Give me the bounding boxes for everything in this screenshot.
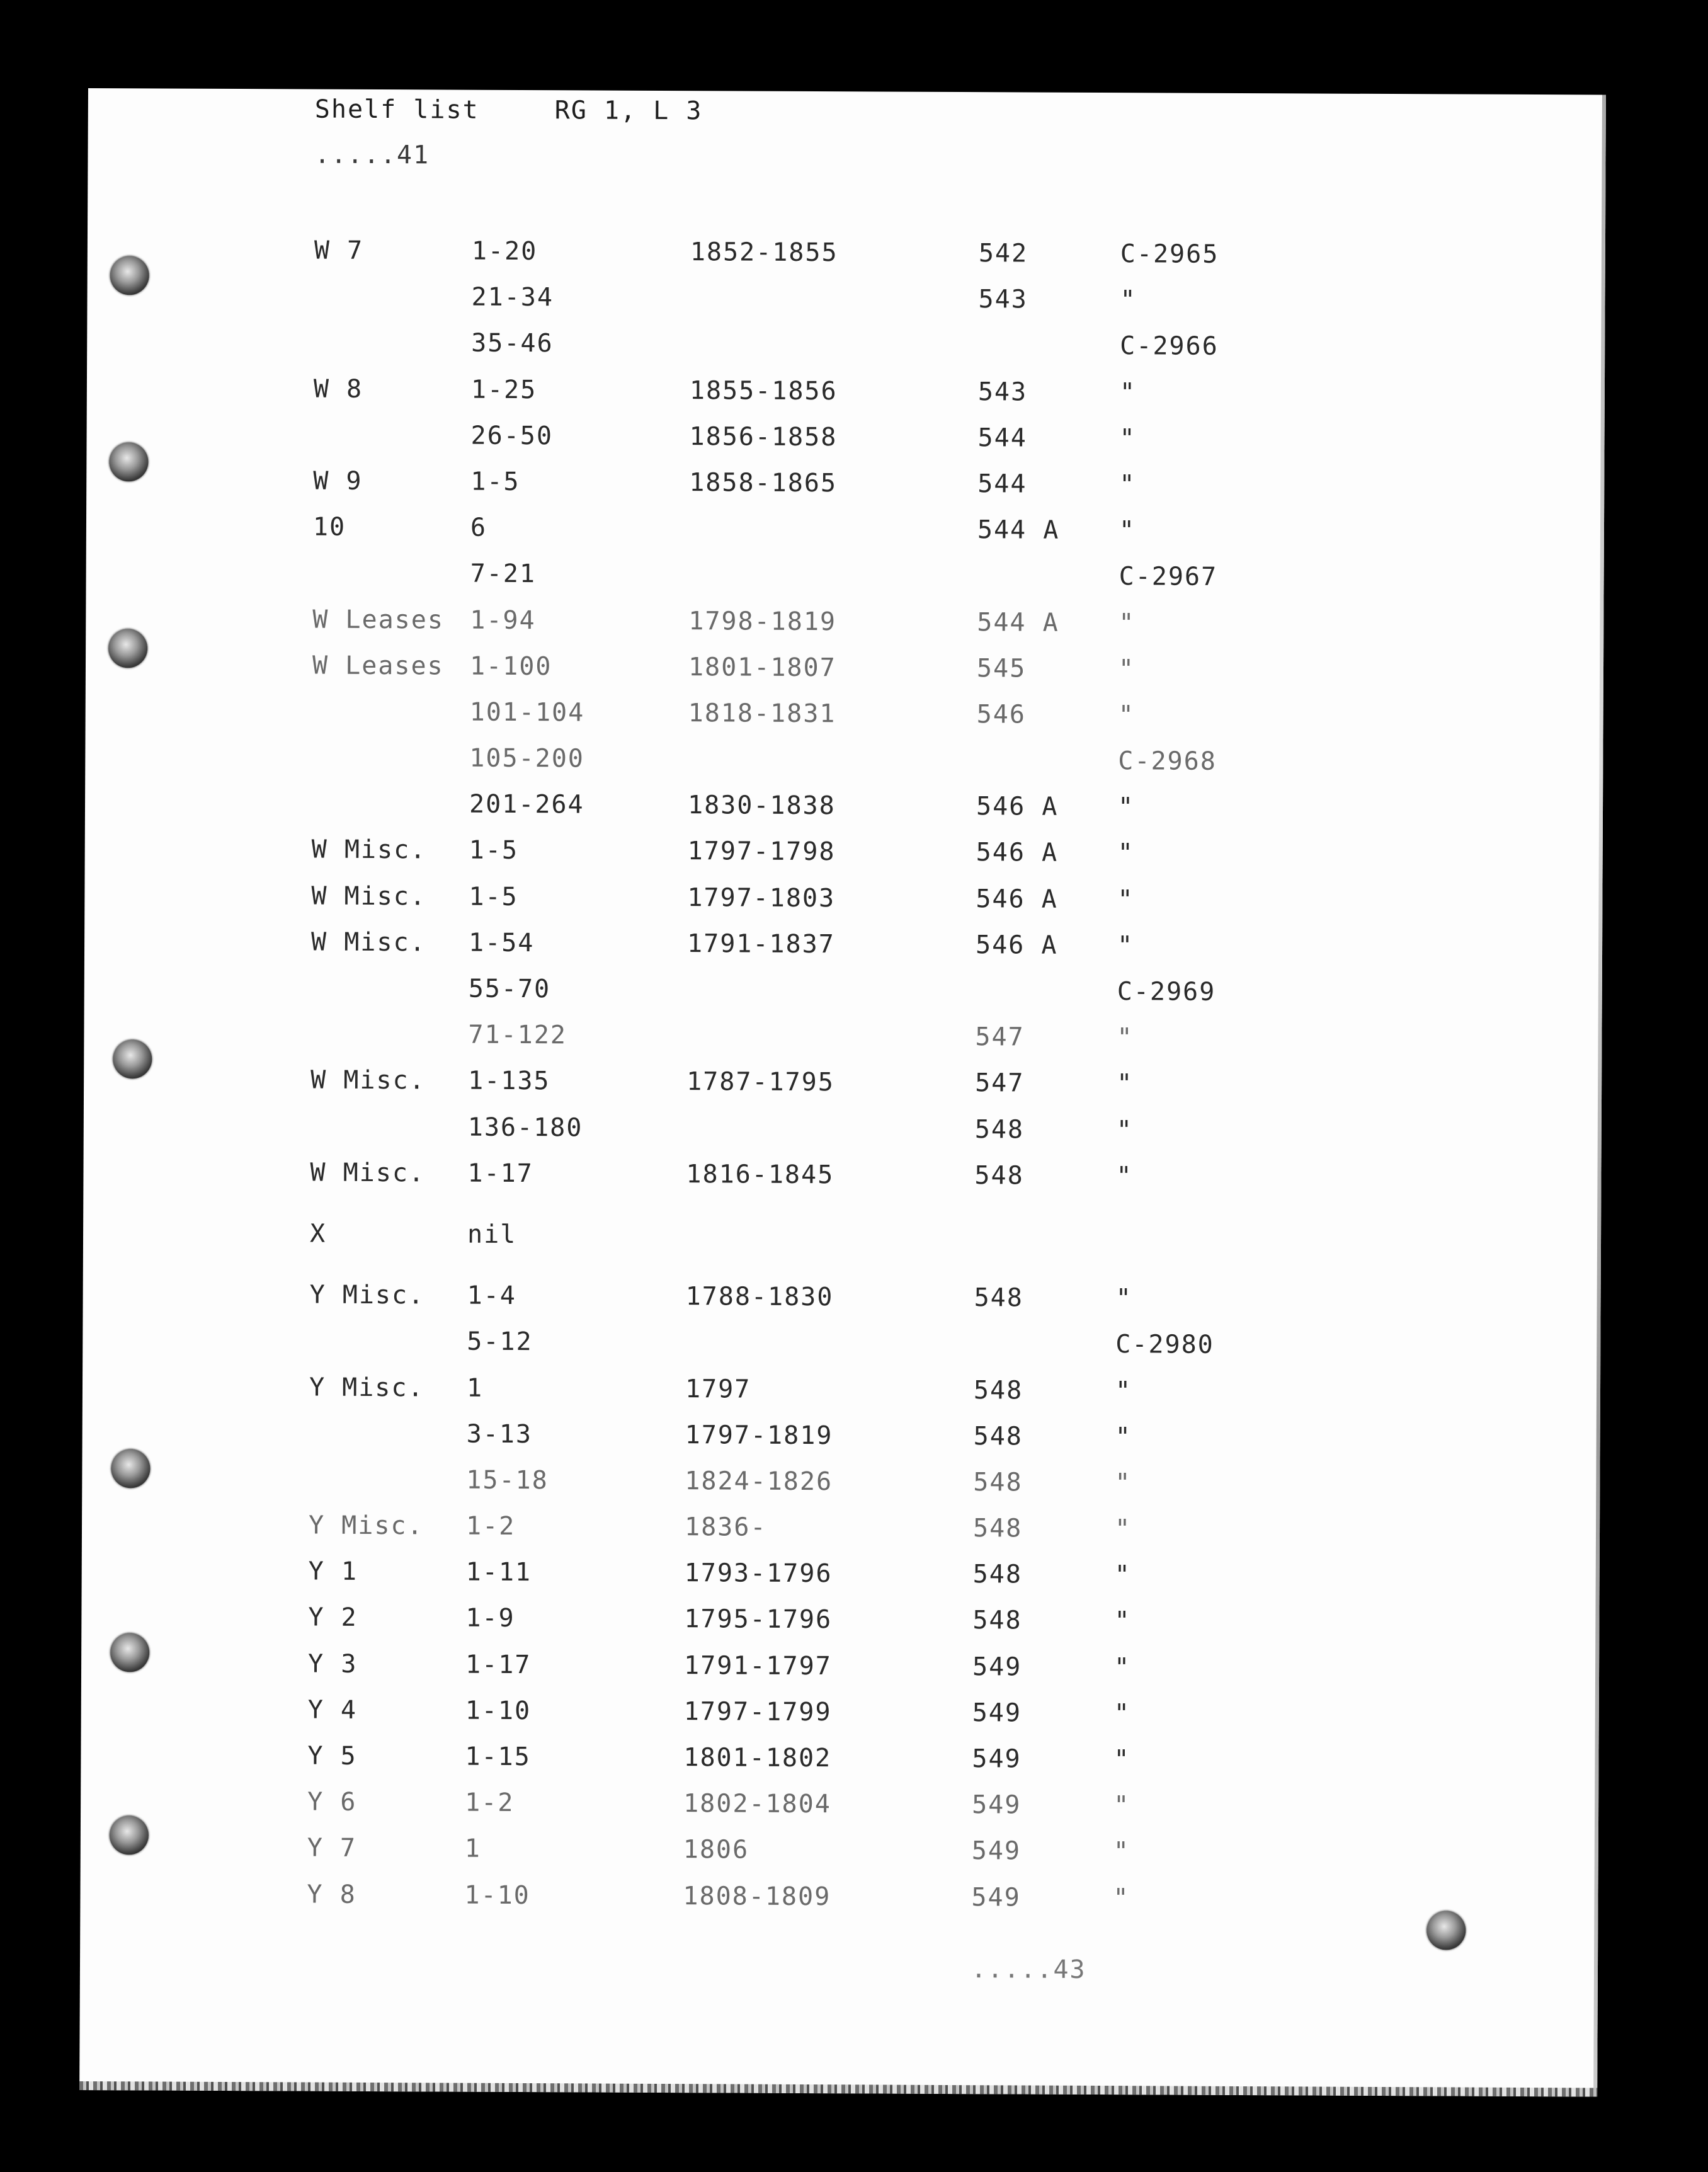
dates-cell: 1824-1826	[685, 1466, 833, 1497]
dates-cell: 1855-1856	[689, 375, 838, 406]
series-cell: Y Misc.	[309, 1280, 425, 1310]
items-cell: 1-4	[467, 1281, 516, 1311]
dates-cell: 1798-1819	[688, 606, 837, 636]
items-cell: 1-25	[470, 375, 537, 404]
series-cell: Y Misc.	[309, 1373, 424, 1402]
table-row	[312, 607, 1572, 658]
dates-cell: 1852-1855	[690, 237, 838, 268]
table-row	[314, 330, 1573, 382]
series-cell: W Misc.	[310, 927, 426, 957]
paper-edge	[1593, 94, 1606, 2096]
table-row	[309, 1375, 1569, 1426]
items-cell: 1-15	[465, 1742, 531, 1772]
punch-hole-icon	[113, 1039, 152, 1078]
dates-cell: 1797-1819	[685, 1420, 833, 1450]
reel-cell: "	[1115, 1284, 1132, 1313]
items-cell: 1-10	[464, 1880, 530, 1910]
series-cell: 10	[312, 512, 346, 542]
dates-cell: 1795-1796	[684, 1604, 833, 1635]
reel-cell: "	[1114, 1514, 1132, 1544]
items-cell: 1-135	[468, 1066, 550, 1096]
table-row	[312, 745, 1571, 797]
table-row	[308, 1559, 1568, 1611]
table-row	[309, 1466, 1568, 1518]
box-cell: 547	[975, 1068, 1025, 1098]
series-cell: Y 4	[307, 1695, 358, 1725]
reel-cell: C-2980	[1115, 1330, 1214, 1360]
items-cell: 1-17	[467, 1158, 533, 1188]
items-cell: 3-13	[466, 1419, 533, 1449]
reel-cell: "	[1120, 285, 1137, 315]
series-cell: W Misc.	[310, 1158, 426, 1188]
series-cell: Y 6	[307, 1787, 357, 1817]
dates-cell: 1793-1796	[684, 1558, 833, 1589]
items-cell: 1-11	[465, 1557, 532, 1587]
dates-cell: 1802-1804	[683, 1789, 831, 1819]
typed-sheet	[79, 88, 1606, 2096]
box-cell: 548	[974, 1114, 1025, 1145]
continued-from: .....41	[314, 140, 430, 170]
items-cell: 1-100	[469, 651, 552, 681]
reel-cell: C-2969	[1117, 977, 1216, 1007]
box-cell: 543	[978, 285, 1028, 314]
items-cell: 1-2	[465, 1788, 515, 1818]
table-row	[307, 1882, 1566, 1933]
items-cell: nil	[467, 1220, 517, 1249]
box-cell: 546 A	[975, 930, 1058, 960]
table-row	[310, 1160, 1569, 1211]
items-cell: 201-264	[469, 789, 584, 820]
punch-hole-icon	[110, 256, 149, 295]
reel-cell: "	[1115, 1468, 1132, 1498]
continued-to: .....43	[971, 1955, 1086, 1984]
reel-cell: "	[1113, 1883, 1130, 1912]
series-cell: Y 3	[307, 1649, 358, 1679]
dates-cell: 1818-1831	[688, 699, 836, 729]
box-cell: 544 A	[977, 607, 1059, 637]
dates-cell: 1797-1803	[687, 883, 836, 913]
items-cell: 26-50	[470, 421, 554, 450]
items-cell: 101-104	[469, 697, 585, 728]
series-cell: Y 1	[308, 1557, 358, 1587]
table-row	[309, 1329, 1569, 1380]
table-row	[311, 837, 1571, 889]
dates-cell: 1797	[685, 1374, 751, 1404]
record-group: RG 1, L 3	[554, 96, 703, 126]
dates-cell: 1787-1795	[686, 1067, 834, 1097]
box-cell: 549	[972, 1652, 1022, 1682]
box-cell: 544 A	[977, 515, 1060, 545]
punch-hole-icon	[108, 629, 147, 668]
box-cell: 542	[978, 239, 1028, 268]
items-cell: 1-5	[469, 836, 519, 866]
items-cell: 35-46	[471, 329, 554, 358]
table-row	[309, 1280, 1569, 1334]
table-row	[312, 653, 1572, 704]
paper-bottom-edge	[79, 2081, 1597, 2097]
box-cell: 546 A	[976, 838, 1059, 868]
reel-cell: "	[1118, 700, 1135, 730]
box-cell: 547	[975, 1022, 1025, 1052]
items-cell: 15-18	[466, 1465, 549, 1495]
items-cell: 1-2	[465, 1511, 516, 1541]
box-cell: 546 A	[976, 792, 1059, 821]
punch-hole-icon	[111, 1449, 150, 1488]
reel-cell: "	[1113, 1698, 1130, 1729]
table-row	[314, 376, 1573, 428]
dates-cell: 1788-1830	[685, 1282, 834, 1312]
table-row	[308, 1697, 1568, 1749]
items-cell: 1-17	[465, 1650, 532, 1679]
reel-cell: C-2966	[1120, 331, 1219, 362]
table-row	[310, 1065, 1570, 1119]
series-cell: Y 5	[307, 1741, 357, 1771]
punch-hole-icon	[109, 442, 148, 481]
reel-cell: "	[1116, 1115, 1133, 1145]
items-cell: 55-70	[468, 974, 551, 1004]
table-row	[314, 284, 1573, 336]
reel-cell: "	[1117, 930, 1134, 961]
table-row	[308, 1651, 1568, 1703]
table-row	[310, 1114, 1570, 1165]
dates-cell: 1806	[683, 1835, 749, 1865]
items-cell: 5-12	[467, 1327, 533, 1357]
box-cell: 548	[973, 1375, 1023, 1405]
reel-cell: "	[1117, 838, 1134, 868]
table-row	[307, 1833, 1567, 1887]
series-cell: W Leases	[312, 651, 444, 681]
box-cell: 548	[974, 1160, 1024, 1191]
box-cell: 549	[972, 1790, 1022, 1820]
series-cell: Y 8	[307, 1880, 356, 1909]
box-cell: 549	[972, 1698, 1022, 1728]
dates-cell: 1858-1865	[689, 468, 838, 498]
page-header	[314, 94, 778, 126]
reel-cell: "	[1119, 470, 1136, 500]
table-row	[312, 699, 1571, 750]
dates-cell: 1797-1799	[683, 1696, 832, 1727]
table-row	[307, 1787, 1567, 1841]
table-row	[311, 883, 1571, 935]
reel-cell: C-2965	[1120, 239, 1219, 269]
dates-cell: 1816-1845	[686, 1159, 834, 1189]
series-cell: W 9	[313, 466, 363, 496]
items-cell: 71-122	[468, 1020, 567, 1050]
reel-cell: C-2968	[1118, 746, 1217, 776]
items-cell: 136-180	[467, 1112, 583, 1143]
dates-cell: 1808-1809	[683, 1881, 831, 1911]
table-row	[307, 1741, 1567, 1795]
items-cell: 1-9	[465, 1604, 515, 1633]
items-cell: 105-200	[469, 743, 585, 774]
box-cell: 548	[972, 1606, 1022, 1635]
punch-hole-icon	[110, 1815, 149, 1855]
table-row	[311, 929, 1571, 981]
reel-cell: "	[1114, 1606, 1131, 1636]
reel-cell: "	[1113, 1745, 1130, 1775]
items-cell: 1	[466, 1373, 484, 1403]
series-cell: W 7	[314, 236, 364, 265]
reel-cell: "	[1118, 654, 1136, 683]
reel-cell: "	[1116, 1161, 1133, 1191]
series-cell: X	[309, 1219, 327, 1249]
dates-cell: 1791-1837	[686, 929, 835, 959]
items-cell: 1-10	[465, 1696, 532, 1725]
items-cell: 1-54	[468, 928, 535, 957]
table-row	[311, 976, 1571, 1027]
box-cell: 543	[977, 377, 1028, 407]
table-row	[310, 1022, 1570, 1073]
reel-cell: C-2967	[1119, 562, 1218, 592]
items-cell: 21-34	[471, 282, 554, 312]
reel-cell: "	[1114, 1560, 1131, 1590]
dates-cell: 1801-1802	[683, 1743, 832, 1773]
box-cell: 546	[976, 700, 1027, 729]
reel-cell: "	[1117, 884, 1134, 914]
table-row	[309, 1420, 1568, 1472]
series-cell: W 8	[313, 374, 363, 404]
reel-cell: "	[1117, 1023, 1134, 1053]
reel-cell: "	[1117, 792, 1135, 822]
table-row	[312, 512, 1573, 566]
reel-cell: "	[1113, 1837, 1130, 1866]
items-cell: 1-5	[469, 882, 518, 912]
box-cell: 549	[971, 1836, 1022, 1866]
dates-cell: 1830-1838	[687, 791, 836, 821]
series-cell: W Misc.	[311, 835, 427, 865]
table-row	[314, 238, 1574, 290]
box-cell: 544	[977, 469, 1027, 499]
table-row	[312, 791, 1571, 843]
shelf-list-table	[307, 238, 1574, 1933]
box-cell: 546 A	[976, 884, 1058, 914]
box-cell: 548	[973, 1421, 1023, 1451]
box-cell: 545	[976, 653, 1027, 683]
box-cell: 548	[973, 1468, 1023, 1497]
table-row	[312, 561, 1572, 612]
box-cell: 549	[972, 1744, 1022, 1774]
series-cell: Y Misc.	[308, 1511, 424, 1541]
table-row	[309, 1513, 1568, 1565]
reel-cell: "	[1119, 423, 1136, 454]
punch-hole-icon	[110, 1633, 149, 1672]
reel-cell: "	[1115, 1422, 1132, 1451]
dates-cell: 1856-1858	[689, 421, 838, 452]
box-cell: 548	[972, 1514, 1023, 1543]
table-row	[313, 466, 1573, 520]
items-cell: 1-5	[470, 467, 520, 496]
items-cell: 1	[464, 1834, 482, 1864]
reel-cell: "	[1115, 1376, 1132, 1405]
table-row	[308, 1605, 1568, 1657]
page-title: Shelf list	[314, 94, 479, 125]
items-cell: 1-94	[470, 605, 536, 635]
reel-cell: "	[1113, 1652, 1131, 1682]
items-cell: 7-21	[470, 559, 537, 589]
dates-cell: 1801-1807	[688, 652, 836, 682]
reel-cell: "	[1119, 516, 1136, 546]
dates-cell: 1791-1797	[683, 1650, 832, 1681]
dates-cell: 1836-	[684, 1512, 767, 1542]
reel-cell: "	[1119, 608, 1136, 637]
box-cell: 544	[977, 423, 1027, 453]
box-cell: 548	[974, 1283, 1023, 1313]
series-cell: Y 2	[308, 1603, 358, 1633]
series-cell: W Misc.	[310, 1065, 426, 1095]
table-row	[310, 1221, 1569, 1272]
series-cell: Y 7	[307, 1833, 357, 1863]
series-cell: W Misc.	[311, 881, 427, 911]
series-cell: W Leases	[312, 605, 445, 634]
items-cell: 6	[470, 513, 487, 542]
box-cell: 548	[972, 1560, 1023, 1589]
reel-cell: "	[1113, 1791, 1130, 1820]
items-cell: 1-20	[471, 236, 538, 266]
reel-cell: "	[1117, 1069, 1134, 1099]
box-cell: 549	[971, 1882, 1021, 1912]
reel-cell: "	[1119, 377, 1137, 407]
table-row	[313, 422, 1573, 474]
dates-cell: 1797-1798	[687, 837, 836, 867]
